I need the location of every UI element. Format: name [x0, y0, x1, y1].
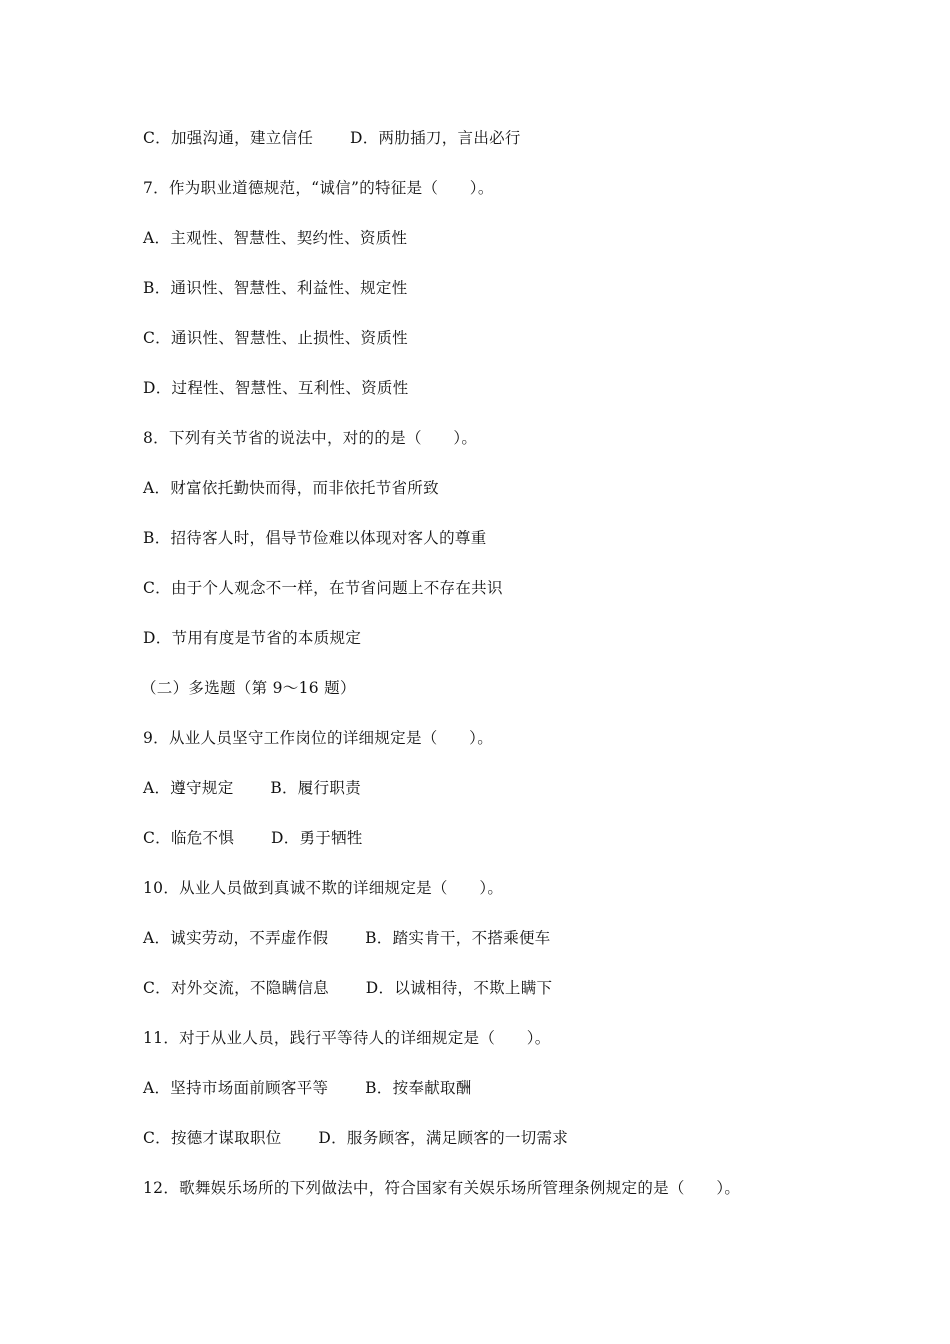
question-12: 12．歌舞娱乐场所的下列做法中，符合国家有关娱乐场所管理条例规定的是（ ）。	[143, 1179, 741, 1197]
section-heading: （二）多选题（第 9～16 题）	[141, 679, 356, 697]
question-9: 9．从业人员坚守工作岗位的详细规定是（ ）。	[143, 729, 494, 747]
option-line: D．节用有度是节省的本质规定	[143, 629, 362, 647]
option-line: C．通识性、智慧性、止损性、资质性	[143, 329, 408, 347]
question-11: 11．对于从业人员，践行平等待人的详细规定是（ ）。	[143, 1029, 551, 1047]
exam-questions	[143, 124, 823, 1224]
option-line: A．遵守规定 B．履行职责	[143, 779, 362, 797]
option-line: D．过程性、智慧性、互利性、资质性	[143, 379, 409, 397]
option-line: B．通识性、智慧性、利益性、规定性	[143, 279, 408, 297]
option-line: A．财富依托勤快而得，而非依托节省所致	[143, 479, 439, 497]
option-line: C．临危不惧 D．勇于牺牲	[143, 829, 363, 847]
option-line: C．对外交流，不隐瞒信息 D．以诚相待，不欺上瞒下	[143, 979, 553, 997]
option-line: A．主观性、智慧性、契约性、资质性	[143, 229, 408, 247]
option-line: A．坚持市场面前顾客平等 B．按奉献取酬	[143, 1079, 472, 1097]
option-line: A．诚实劳动，不弄虚作假 B．踏实肯干，不搭乘便车	[143, 929, 551, 947]
option-line: C．由于个人观念不一样，在节省问题上不存在共识	[143, 579, 503, 597]
option-line: C．按德才谋取职位 D．服务顾客，满足顾客的一切需求	[143, 1129, 569, 1147]
question-8: 8．下列有关节省的说法中，对的的是（ ）。	[143, 429, 478, 447]
option-line: B．招待客人时，倡导节俭难以体现对客人的尊重	[143, 529, 487, 547]
option-line: C．加强沟通，建立信任 D．两肋插刀，言出必行	[143, 129, 521, 147]
question-7: 7．作为职业道德规范，“诚信”的特征是（ ）。	[143, 179, 494, 197]
question-10: 10．从业人员做到真诚不欺的详细规定是（ ）。	[143, 879, 504, 897]
